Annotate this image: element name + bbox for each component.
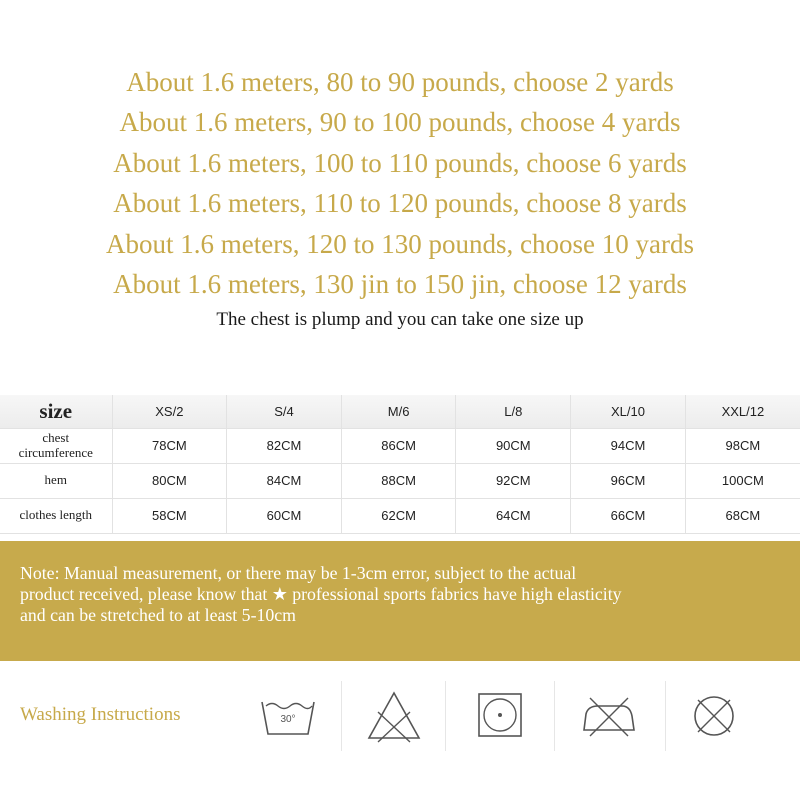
table-cell: 94CM: [571, 428, 686, 463]
table-cell: 64CM: [456, 498, 571, 533]
measurement-note-banner: [0, 541, 800, 661]
table-cell: 92CM: [456, 463, 571, 498]
table-cell: 60CM: [227, 498, 342, 533]
table-cell: 90CM: [456, 428, 571, 463]
size-column-header: L/8: [456, 395, 571, 428]
size-recommendation-list: [0, 62, 800, 304]
wash-30-icon: [258, 688, 318, 744]
size-column-header: XL/10: [571, 395, 686, 428]
divider: [445, 681, 446, 751]
table-cell: 96CM: [571, 463, 686, 498]
table-cell: 80CM: [112, 463, 227, 498]
size-recommendation-line: About 1.6 meters, 80 to 90 pounds, choose 2 yards: [126, 67, 674, 97]
wash-30-icon-svg: [258, 688, 318, 744]
washing-instructions-label: Washing Instructions: [20, 704, 181, 725]
table-cell: 68CM: [685, 498, 800, 533]
size-recommendation-line: About 1.6 meters, 90 to 100 pounds, choose 4 yards: [119, 107, 681, 138]
note-line: product received, please know that ★ professional sports fabrics have high elasticity: [20, 584, 622, 604]
wash-temperature: 30°: [280, 714, 296, 725]
size-recommendation-line: About 1.6 meters, 130 jin to 150 jin, choose 12 yards: [113, 268, 687, 299]
no-dry-clean-icon: [684, 688, 744, 744]
size-column-header: XXL/12: [685, 395, 800, 428]
table-row-chest: [0, 428, 800, 463]
table-cell: 88CM: [341, 463, 456, 498]
table-cell: 86CM: [341, 428, 456, 463]
table-cell: 100CM: [685, 463, 800, 498]
size-header-label: size: [0, 395, 112, 428]
note-line: Note: Manual measurement, or there may be 1-3cm error, subject to the actual: [20, 563, 577, 583]
size-recommendation-line: About 1.6 meters, 100 to 110 pounds, choose 6 yards: [113, 147, 687, 178]
table-cell: 82CM: [227, 428, 342, 463]
divider: [665, 681, 666, 751]
size-chart-table: [0, 395, 800, 534]
size-recommendation-line: About 1.6 meters, 110 to 120 pounds, choose 8 yards: [113, 188, 687, 219]
table-cell: 58CM: [112, 498, 227, 533]
table-cell: 62CM: [341, 498, 456, 533]
size-recommendation-line: About 1.6 meters, 120 to 130 pounds, choose 10 yards: [106, 228, 694, 259]
size-column-header: XS/2: [112, 395, 227, 428]
size-header-row: [0, 395, 800, 428]
table-cell: 78CM: [112, 428, 227, 463]
table-cell: 98CM: [685, 428, 800, 463]
no-bleach-icon: [364, 688, 424, 744]
divider: [554, 681, 555, 751]
note-line: and can be stretched to at least 5-10cm: [20, 605, 296, 625]
size-column-header: S/4: [227, 395, 342, 428]
row-label-chest: [0, 428, 112, 463]
divider: [341, 681, 342, 751]
row-label-chest-line2: circumference: [18, 444, 93, 460]
measurement-note-text: [20, 563, 800, 626]
size-column-header: M/6: [341, 395, 456, 428]
row-label-clothes-length: clothes length: [0, 498, 112, 533]
chest-size-tip: The chest is plump and you can take one size up: [216, 309, 584, 330]
tumble-dry-icon: [469, 688, 529, 744]
row-label-chest-line1: chest: [42, 429, 70, 445]
table-cell: 66CM: [571, 498, 686, 533]
no-iron-icon: [578, 688, 638, 744]
table-cell: 84CM: [227, 463, 342, 498]
table-row-length: [0, 498, 800, 533]
row-label-hem: hem: [0, 463, 112, 498]
table-row-hem: [0, 463, 800, 498]
